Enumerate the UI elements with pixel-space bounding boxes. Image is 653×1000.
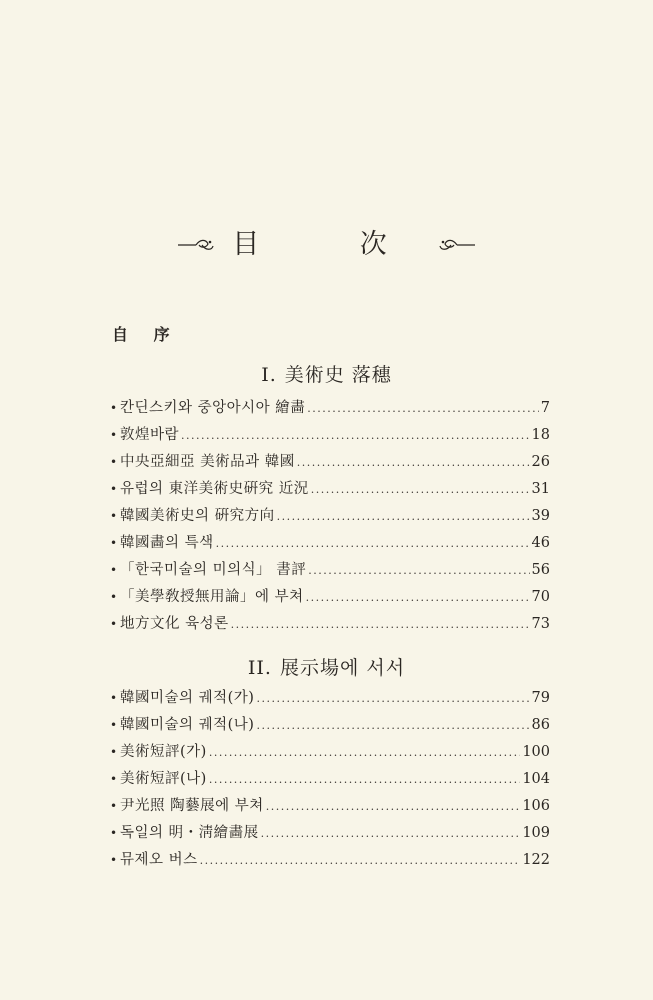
bullet-icon: • (110, 590, 118, 604)
toc-entry (110, 558, 550, 585)
dot-leader (256, 719, 529, 732)
toc-entry-title: 韓國美術史의 硏究方向 (120, 508, 275, 524)
toc-page-number: 18 (531, 427, 550, 443)
bullet-icon: • (110, 772, 118, 786)
toc-page-number: 106 (522, 798, 550, 814)
dot-leader (261, 827, 521, 840)
toc-entry-title: 韓國미술의 궤적(나) (120, 717, 255, 733)
bullet-icon: • (110, 428, 118, 442)
toc-page-number: 109 (522, 825, 550, 841)
section-numeral: I. (261, 364, 277, 386)
toc-entry (110, 821, 550, 848)
preface-heading: 自 序 (112, 325, 180, 344)
bullet-icon: • (110, 536, 118, 550)
toc-page-number: 86 (531, 717, 550, 733)
dot-leader (306, 591, 530, 604)
toc-entry-title: 「美學敎授無用論」에 부쳐 (120, 589, 304, 605)
toc-entry-title: 칸딘스키와 중앙아시아 繪畵 (120, 400, 306, 416)
toc-entry (110, 396, 550, 423)
toc-page-number: 104 (522, 771, 550, 787)
section-title: 美術史 落穗 (284, 364, 392, 386)
toc-list (110, 686, 550, 875)
toc-entry-title: 敦煌바람 (120, 427, 180, 443)
bullet-icon: • (110, 718, 118, 732)
toc-entry-title: 독일의 明・淸繪畵展 (120, 825, 259, 841)
bullet-icon: • (110, 826, 118, 840)
toc-entry-title: 韓國畵의 특색 (120, 535, 214, 551)
toc-entry-title: 韓國미술의 궤적(가) (120, 690, 255, 706)
dot-leader (266, 800, 521, 813)
bullet-icon: • (110, 401, 118, 415)
page-title: 目 次 (232, 229, 433, 260)
toc-entry (110, 423, 550, 450)
toc-page-number: 7 (540, 400, 550, 416)
toc-entry (110, 848, 550, 875)
toc-entry (110, 531, 550, 558)
toc-page-number: 31 (531, 481, 550, 497)
toc-entry-title: 뮤제오 버스 (120, 852, 198, 868)
toc-page-number: 79 (531, 690, 550, 706)
toc-entry-title: 中央亞細亞 美術品과 韓國 (120, 454, 295, 470)
toc-entry-title: 美術短評(나) (120, 771, 207, 787)
section-numeral: II. (247, 657, 272, 679)
section-heading (0, 653, 653, 680)
bullet-icon: • (110, 563, 118, 577)
dot-leader (231, 618, 530, 631)
toc-page-number: 56 (531, 562, 550, 578)
dot-leader (209, 773, 520, 786)
toc-page-number: 39 (531, 508, 550, 524)
toc-page-number: 46 (531, 535, 550, 551)
toc-entry (110, 740, 550, 767)
section-heading (0, 360, 653, 387)
toc-list (110, 396, 550, 639)
bullet-icon: • (110, 455, 118, 469)
bullet-icon: • (110, 482, 118, 496)
toc-entry-title: 「한국미술의 미의식」 書評 (120, 562, 307, 578)
bullet-icon: • (110, 617, 118, 631)
dot-leader (200, 854, 521, 867)
toc-entry-title: 美術短評(가) (120, 744, 207, 760)
left-ornament-icon (176, 235, 216, 255)
dot-leader (311, 483, 530, 496)
bullet-icon: • (110, 509, 118, 523)
toc-entry (110, 477, 550, 504)
toc-entry-title: 地方文化 육성론 (120, 616, 229, 632)
toc-entry (110, 585, 550, 612)
toc-page-number: 26 (531, 454, 550, 470)
toc-page-number: 70 (531, 589, 550, 605)
toc-entry (110, 794, 550, 821)
toc-page-number: 73 (531, 616, 550, 632)
toc-entry (110, 686, 550, 713)
bullet-icon: • (110, 799, 118, 813)
bullet-icon: • (110, 853, 118, 867)
dot-leader (181, 429, 530, 442)
toc-entry (110, 767, 550, 794)
dot-leader (307, 402, 538, 415)
dot-leader (256, 692, 529, 705)
dot-leader (216, 537, 530, 550)
right-ornament-icon (437, 235, 477, 255)
section-title: 展示場에 서서 (279, 657, 406, 679)
toc-entry-title: 尹光照 陶藝展에 부쳐 (120, 798, 264, 814)
toc-entry (110, 713, 550, 740)
toc-page-number: 100 (522, 744, 550, 760)
bullet-icon: • (110, 691, 118, 705)
toc-page-number: 122 (522, 852, 550, 868)
page-title-block (0, 228, 653, 262)
toc-entry-title: 유럽의 東洋美術史硏究 近況 (120, 481, 309, 497)
bullet-icon: • (110, 745, 118, 759)
dot-leader (297, 456, 530, 469)
dot-leader (209, 746, 520, 759)
toc-entry (110, 504, 550, 531)
dot-leader (308, 564, 529, 577)
toc-entry (110, 612, 550, 639)
toc-entry (110, 450, 550, 477)
dot-leader (277, 510, 530, 523)
